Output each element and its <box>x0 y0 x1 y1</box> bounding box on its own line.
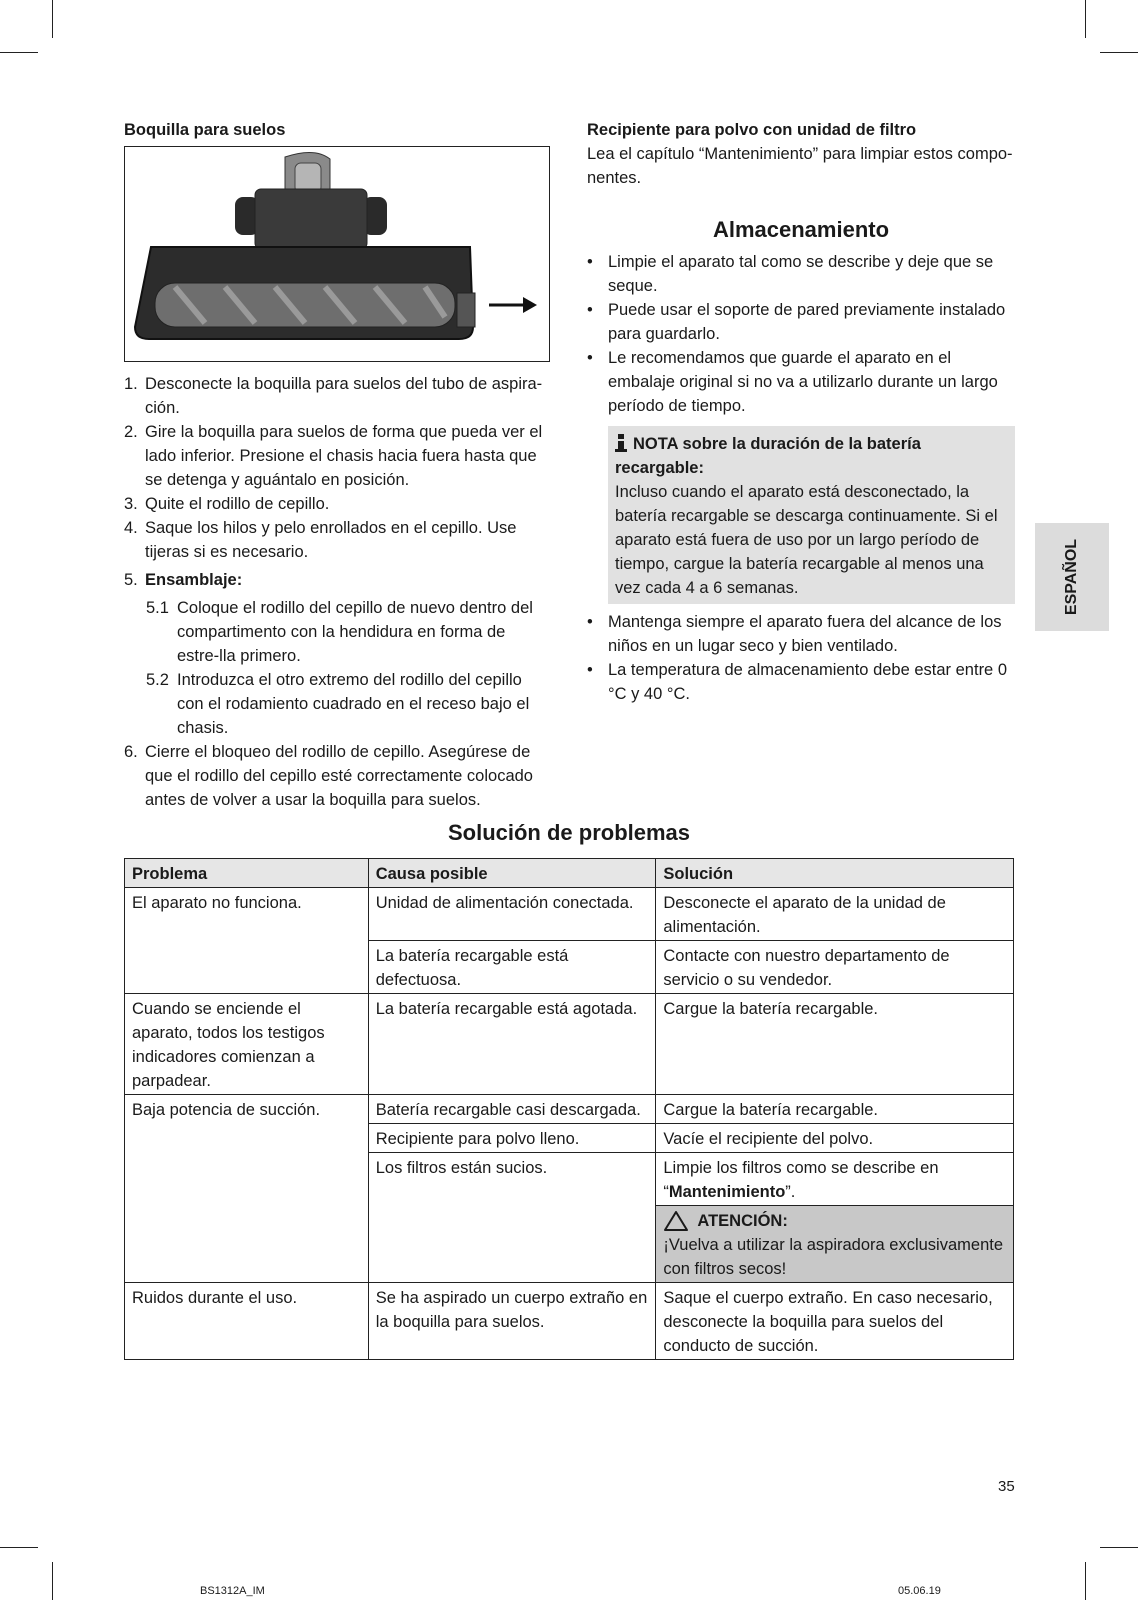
crop-mark <box>52 1562 53 1600</box>
list-item: • La temperatura de almacenamiento debe estar entre 0 °C y 40 °C. <box>587 661 1007 703</box>
page-number: 35 <box>998 1478 1015 1495</box>
solution-cell: Cargue la batería recargable. <box>656 1095 1014 1124</box>
crop-mark <box>0 52 38 53</box>
list-item: 5. Ensamblaje: 5.1 Coloque el rodillo del cepillo de nuevo dentro del compartimento con la hendidura en forma de estre-lla primero. 5.2 Introduzca el otro extremo del rodillo del cepillo con el rodamiento cuadrado en el receso bajo el chasis. <box>124 568 552 740</box>
storage-bullets-more <box>587 610 1015 706</box>
table-row <box>125 994 1014 1095</box>
floor-nozzle-image <box>124 146 550 362</box>
warning-title: ATENCIÓN: <box>663 1209 1006 1233</box>
problem-cell: Ruidos durante el uso. <box>125 1283 369 1360</box>
table-row <box>125 888 1014 941</box>
problem-cell: Cuando se enciende el aparato, todos los testigos indicadores comienzan a parpadear. <box>125 994 369 1095</box>
dust-container-text: Lea el capítulo “Mantenimiento” para limpiar estos compo-nentes. <box>587 145 1013 187</box>
crop-mark <box>1085 0 1086 38</box>
troubleshooting-table <box>124 858 1014 1360</box>
crop-mark <box>52 0 53 38</box>
solution-cell: Contacte con nuestro departamento de servicio o su vendedor. <box>656 941 1014 994</box>
right-column <box>587 118 1015 706</box>
table-row <box>125 1283 1014 1360</box>
storage-title: Almacenamiento <box>712 217 890 242</box>
table-header-row <box>125 859 1014 888</box>
problem-cell: Baja potencia de succión. <box>125 1095 369 1283</box>
cause-cell: Los filtros están sucios. <box>368 1153 656 1283</box>
solution-cell: Desconecte el aparato de la unidad de alimentación. <box>656 888 1014 941</box>
cause-cell: Recipiente para polvo lleno. <box>368 1124 656 1153</box>
warning-cell <box>656 1206 1014 1283</box>
list-item: • Le recomendamos que guarde el aparato en el embalaje original si no va a utilizarlo durante un largo período de tiempo. <box>587 349 998 415</box>
dust-container-heading: Recipiente para polvo con unidad de filtro <box>587 121 917 139</box>
table-row <box>125 1095 1014 1124</box>
solution-cell: Limpie los filtros como se describe en “Mantenimiento”. <box>656 1153 1014 1206</box>
problem-cell: El aparato no funciona. <box>125 888 369 994</box>
list-item: 3. Quite el rodillo de cepillo. <box>124 495 330 513</box>
cause-cell: La batería recargable está agotada. <box>368 994 656 1095</box>
crop-mark <box>1100 52 1138 53</box>
battery-note-box <box>608 426 1015 604</box>
list-item: 2. Gire la boquilla para suelos de forma que pueda ver el lado inferior. Presione el chasis hacia fuera hasta que se detenga y aguántalo en posición. <box>124 423 543 489</box>
warning-text: ¡Vuelva a utilizar la aspiradora exclusivamente con filtros secos! <box>663 1236 1004 1278</box>
crop-mark <box>1100 1547 1138 1548</box>
cause-cell: Se ha aspirado un cuerpo extraño en la boquilla para suelos. <box>368 1283 656 1360</box>
info-icon <box>615 434 627 452</box>
list-item: • Puede usar el soporte de pared previamente instalado para guardarlo. <box>587 301 1006 343</box>
crop-mark <box>0 1547 38 1548</box>
crop-mark <box>1085 1562 1086 1600</box>
cause-cell: Batería recargable casi descargada. <box>368 1095 656 1124</box>
footer-doc-id: BS1312A_IM <box>200 1585 265 1597</box>
note-title: NOTA sobre la duración de la batería recargable: <box>615 435 921 477</box>
language-tab: ESPAÑOL <box>1035 523 1109 631</box>
floor-nozzle-heading: Boquilla para suelos <box>124 121 286 139</box>
list-item: 1. Desconecte la boquilla para suelos del tubo de aspira-ción. <box>124 375 543 417</box>
cause-cell: La batería recargable está defectuosa. <box>368 941 656 994</box>
list-item: • Mantenga siempre el aparato fuera del alcance de los niños en un lugar seco y bien ventilado. <box>587 613 1002 655</box>
left-column <box>124 118 552 812</box>
nozzle-steps-list <box>124 372 552 812</box>
solution-cell: Cargue la batería recargable. <box>656 994 1014 1095</box>
assembly-substeps <box>124 596 552 740</box>
list-item: 5.2 Introduzca el otro extremo del rodillo del cepillo con el rodamiento cuadrado en el receso bajo el chasis. <box>146 671 530 737</box>
solution-cell: Vacíe el recipiente del polvo. <box>656 1124 1014 1153</box>
solution-cell: Saque el cuerpo extraño. En caso necesario, desconecte la boquilla para suelos del conducto de succión. <box>656 1283 1014 1360</box>
list-item: 6. Cierre el bloqueo del rodillo de cepillo. Asegúrese de que el rodillo del cepillo esté correctamente colocado antes de volver a usar la boquilla para suelos. <box>124 743 533 809</box>
column-header: Problema <box>125 859 369 888</box>
floor-nozzle-illustration <box>125 147 549 361</box>
list-item: 5.1 Coloque el rodillo del cepillo de nuevo dentro del compartimento con la hendidura en forma de estre-lla primero. <box>146 599 533 665</box>
note-text: Incluso cuando el aparato está desconectado, la batería recargable se descarga continuamente. Si el aparato está fuera de uso por un largo período de tiempo, cargue la batería recargable al menos una vez cada 4 a 6 semanas. <box>615 483 998 597</box>
column-header: Solución <box>656 859 1014 888</box>
list-item: 4. Saque los hilos y pelo enrollados en el cepillo. Use tijeras si es necesario. <box>124 519 517 561</box>
storage-bullets <box>587 250 1015 418</box>
footer-date: 05.06.19 <box>898 1585 941 1597</box>
warning-triangle-icon <box>663 1210 689 1232</box>
troubleshooting-title: Solución de problemas <box>447 820 691 845</box>
column-header: Causa posible <box>368 859 656 888</box>
list-item: • Limpie el aparato tal como se describe y deje que se seque. <box>587 253 994 295</box>
cause-cell: Unidad de alimentación conectada. <box>368 888 656 941</box>
